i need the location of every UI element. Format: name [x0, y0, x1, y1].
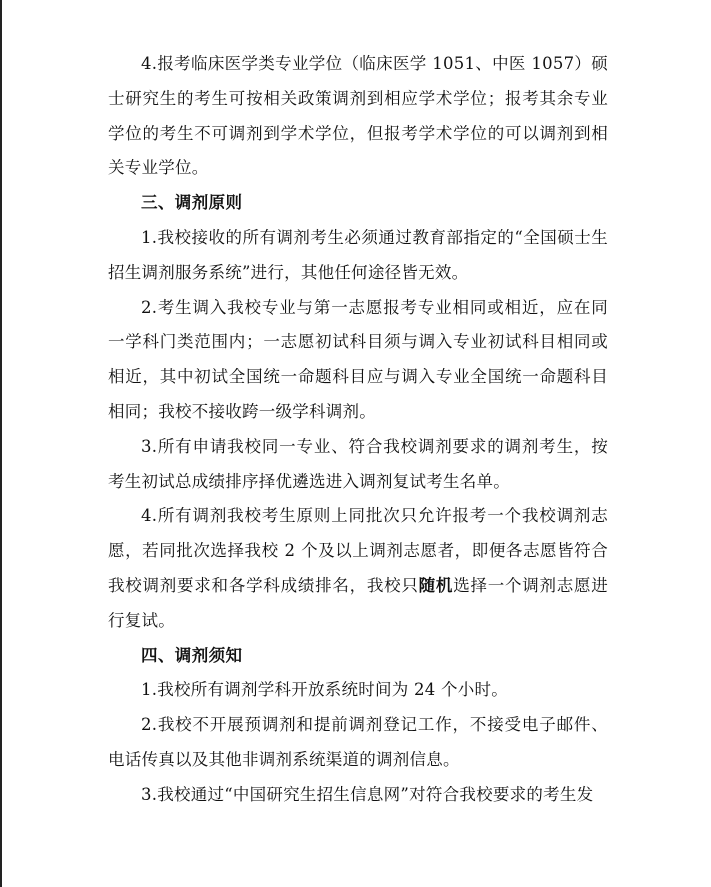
section-3-heading: 三、调剂原则 [141, 193, 243, 213]
section-3-item-1: 1.我校接收的所有调剂考生必须通过教育部指定的“全国硕士生招生调剂服务系统”进行，其他任何途径皆无效。 [108, 227, 608, 282]
section-3-item-2: 2.考生调入我校专业与第一志愿报考专业相同或相近，应在同一学科门类范围内；一志愿初试科目须与调入专业初试科目相同或相近，其中初试全国统一命题科目应与调入专业全国统一命题科目相同；我校不接收跨一级学科调剂。 [108, 297, 608, 421]
document-page [108, 47, 608, 813]
policy-paragraph-4: 4.报考临床医学类专业学位（临床医学 1051、中医 1057）硕士研究生的考生可按相关政策调剂到相应学术学位；报考其余专业学位的考生不可调剂到学术学位，但报考学术学位的可以调剂到相关专业学位。 [108, 54, 608, 178]
page-left-border [0, 0, 2, 887]
section-4-item-3: 3.我校通过“中国研究生招生信息网”对符合我校要求的考生发 [141, 784, 594, 804]
section-3-item-3: 3.所有申请我校同一专业、符合我校调剂要求的调剂考生，按考生初试总成绩排序择优遴选进入调剂复试考生名单。 [108, 436, 608, 491]
section-3-item-4-text-start: 4.所有调剂我校考生原则上同批次只允许报考一个我校调剂志愿，若同批次选择我校 2 个及以上调剂志愿者，即便各志愿皆符合我校调剂要求和各学科成绩排名，我校只 [108, 506, 608, 595]
section-3-item-4 [108, 499, 608, 638]
section-3-item-4-emphasis: 随机 [418, 575, 454, 595]
section-4-item-1: 1.我校所有调剂学科开放系统时间为 24 个小时。 [141, 680, 508, 700]
section-4-item-2: 2.我校不开展预调剂和提前调剂登记工作，不接受电子邮件、电话传真以及其他非调剂系统渠道的调剂信息。 [108, 715, 608, 769]
section-3-item-4-text-end: 选择一个调剂志愿进行复试。 [108, 575, 609, 630]
section-4-heading: 四、调剂须知 [141, 645, 243, 665]
